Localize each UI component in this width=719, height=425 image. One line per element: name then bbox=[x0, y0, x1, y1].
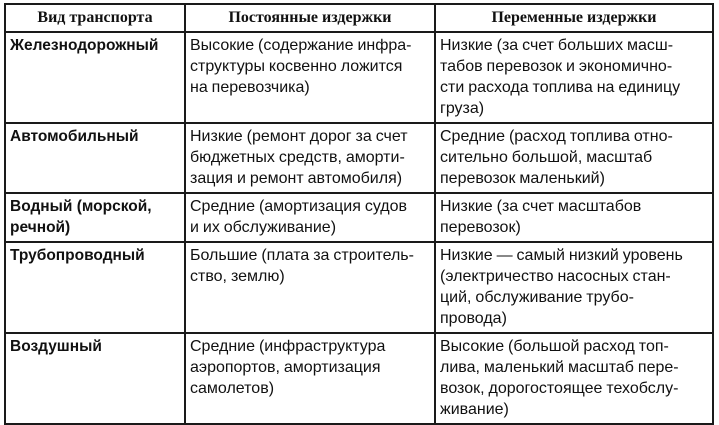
transport-mode-cell bbox=[5, 242, 185, 333]
variable-text: Низкие (за счет больших масш- bbox=[440, 37, 674, 54]
fixed-text: и их обслуживание) bbox=[190, 219, 337, 236]
transport-mode-cell bbox=[5, 32, 185, 123]
mode-text: Водный (морской, bbox=[10, 198, 152, 215]
variable-costs-cell bbox=[435, 333, 713, 424]
fixed-costs-cell bbox=[185, 193, 435, 242]
fixed-costs-cell bbox=[185, 32, 435, 123]
fixed-text: бюджетных средств, аморти- bbox=[190, 149, 405, 166]
variable-text: Высокие (большой расход топ- bbox=[440, 338, 669, 355]
mode-text: Трубопроводный bbox=[10, 247, 145, 264]
variable-text: перевозок маленький) bbox=[440, 170, 605, 187]
header-transport-type: Вид транспорта bbox=[5, 4, 185, 32]
variable-text: груза) bbox=[440, 100, 485, 117]
fixed-text: зация и ремонт автомобиля) bbox=[190, 170, 403, 187]
mode-text: Автомобильный bbox=[10, 128, 139, 145]
transport-costs-table bbox=[4, 3, 714, 425]
variable-text: Низкие (за счет масштабов bbox=[440, 198, 642, 215]
variable-costs-cell bbox=[435, 123, 713, 193]
fixed-text: на перевозчика) bbox=[190, 79, 310, 96]
table-row bbox=[5, 333, 713, 424]
header-variable-costs: Переменные издержки bbox=[435, 4, 713, 32]
variable-text: сительно большой, масштаб bbox=[440, 149, 653, 166]
fixed-text: Большие (плата за строитель- bbox=[190, 247, 414, 264]
variable-text: лива, маленький масштаб пере- bbox=[440, 359, 679, 376]
fixed-text: Низкие (ремонт дорог за счет bbox=[190, 128, 408, 145]
variable-text: ций, обслуживание трубо- bbox=[440, 289, 634, 306]
transport-mode-cell bbox=[5, 123, 185, 193]
fixed-costs-cell bbox=[185, 333, 435, 424]
fixed-costs-cell bbox=[185, 242, 435, 333]
fixed-text: структуры косвенно ложится bbox=[190, 58, 403, 75]
table-body bbox=[5, 32, 713, 424]
table-header bbox=[5, 4, 713, 32]
transport-mode-cell bbox=[5, 193, 185, 242]
variable-text: Низкие — самый низкий уровень bbox=[440, 247, 683, 264]
table-row bbox=[5, 123, 713, 193]
variable-text: живание) bbox=[440, 401, 509, 418]
variable-text: табов перевозок и экономично- bbox=[440, 58, 673, 75]
fixed-text: Высокие (содержание инфра- bbox=[190, 37, 412, 54]
variable-costs-cell bbox=[435, 242, 713, 333]
variable-text: сти расхода топлива на единицу bbox=[440, 79, 681, 96]
table-row bbox=[5, 32, 713, 123]
variable-text: Средние (расход топлива отно- bbox=[440, 128, 673, 145]
table-row bbox=[5, 242, 713, 333]
mode-text: Железнодорожный bbox=[10, 37, 159, 54]
mode-text: речной) bbox=[10, 219, 71, 236]
header-fixed-costs: Постоянные издержки bbox=[185, 4, 435, 32]
variable-costs-cell bbox=[435, 32, 713, 123]
table-row bbox=[5, 193, 713, 242]
variable-text: перевозок) bbox=[440, 219, 521, 236]
fixed-text: ство, землю) bbox=[190, 268, 285, 285]
variable-text: (электричество насосных стан- bbox=[440, 268, 671, 285]
mode-text: Воздушный bbox=[10, 338, 102, 355]
fixed-text: самолетов) bbox=[190, 380, 275, 397]
variable-costs-cell bbox=[435, 193, 713, 242]
fixed-costs-cell bbox=[185, 123, 435, 193]
variable-text: возок, дорогостоящее техобслу- bbox=[440, 380, 679, 397]
fixed-text: Средние (инфраструктура bbox=[190, 338, 386, 355]
variable-text: провода) bbox=[440, 310, 507, 327]
header-row bbox=[5, 4, 713, 32]
transport-mode-cell bbox=[5, 333, 185, 424]
fixed-text: Средние (амортизация судов bbox=[190, 198, 408, 215]
fixed-text: аэропортов, амортизация bbox=[190, 359, 381, 376]
